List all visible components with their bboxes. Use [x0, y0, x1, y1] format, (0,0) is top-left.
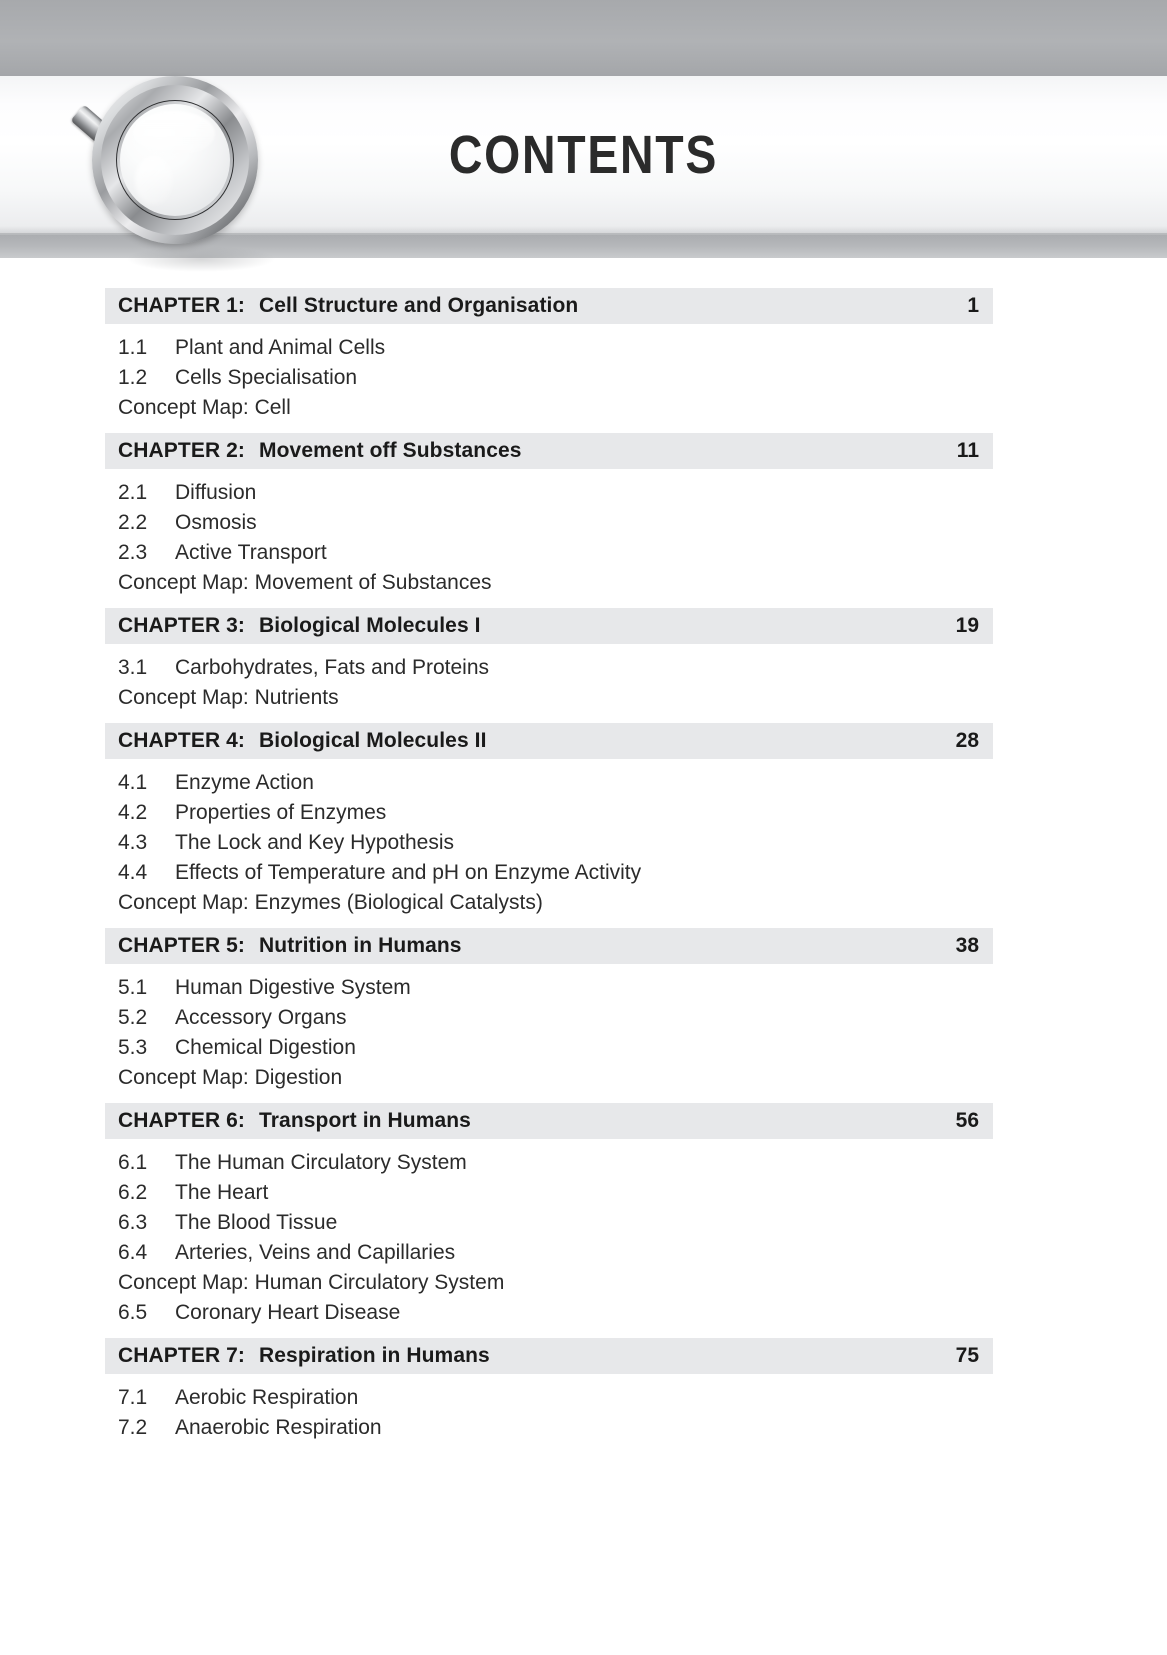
section-number: 4.3: [118, 831, 148, 854]
chapter-label: CHAPTER 2:: [118, 439, 246, 462]
section-number: 6.5: [118, 1301, 148, 1324]
chapter-bar[interactable]: [105, 608, 993, 644]
chapter-heading: [118, 1109, 471, 1133]
section-entry[interactable]: [118, 1238, 993, 1268]
section-number: 4.2: [118, 801, 148, 824]
chapter-heading: [118, 439, 522, 463]
chapter-title: Movement off Substances: [259, 439, 522, 462]
chapter-block: [105, 433, 993, 598]
section-title: Cells Specialisation: [175, 366, 358, 389]
section-entry[interactable]: [118, 828, 993, 858]
section-title: Coronary Heart Disease: [175, 1301, 401, 1324]
chapter-label: CHAPTER 5:: [118, 934, 246, 957]
concept-map-entry[interactable]: Concept Map: Movement of Substances: [118, 571, 492, 594]
section-entry[interactable]: [118, 1383, 993, 1413]
section-entry[interactable]: [118, 333, 993, 363]
section-title: Enzyme Action: [175, 771, 314, 794]
chapter-entry-list: [105, 469, 993, 598]
section-entry[interactable]: [118, 1413, 993, 1443]
chapter-label: CHAPTER 1:: [118, 294, 246, 317]
chapter-entry-list: [105, 1374, 993, 1443]
section-entry[interactable]: [118, 1148, 993, 1178]
section-entry[interactable]: [118, 1003, 993, 1033]
chapter-title: Cell Structure and Organisation: [259, 294, 579, 317]
chapter-bar[interactable]: [105, 433, 993, 469]
chapter-title: Nutrition in Humans: [259, 934, 462, 957]
section-number: 6.4: [118, 1241, 148, 1264]
concept-map-entry[interactable]: Concept Map: Enzymes (Biological Catalysts): [118, 891, 543, 914]
section-number: 6.1: [118, 1151, 148, 1174]
concept-map-entry[interactable]: Concept Map: Nutrients: [118, 686, 339, 709]
chapter-label: CHAPTER 7:: [118, 1344, 246, 1367]
section-number: 2.3: [118, 541, 148, 564]
section-number: 1.2: [118, 366, 148, 389]
section-title: Plant and Animal Cells: [175, 336, 386, 359]
chapter-page-number: 75: [955, 1344, 979, 1367]
page-header: [0, 0, 1167, 258]
chapter-entry-list: [105, 644, 993, 713]
section-entry[interactable]: [118, 798, 993, 828]
concept-map-entry[interactable]: Concept Map: Human Circulatory System: [118, 1271, 505, 1294]
section-title: Anaerobic Respiration: [175, 1416, 382, 1439]
section-title: Active Transport: [175, 541, 327, 564]
section-number: 6.3: [118, 1211, 148, 1234]
chapter-label: CHAPTER 4:: [118, 729, 246, 752]
chapter-title: Biological Molecules II: [259, 729, 487, 752]
section-number: 5.3: [118, 1036, 148, 1059]
section-title: Carbohydrates, Fats and Proteins: [175, 656, 489, 679]
section-number: 6.2: [118, 1181, 148, 1204]
chapter-block: [105, 1103, 993, 1328]
chapter-block: [105, 723, 993, 918]
chapter-block: [105, 288, 993, 423]
section-title: Accessory Organs: [175, 1006, 347, 1029]
chapter-label: CHAPTER 6:: [118, 1109, 246, 1132]
chapter-entry-list: [105, 759, 993, 918]
section-entry[interactable]: [118, 1033, 993, 1063]
section-title: Aerobic Respiration: [175, 1386, 359, 1409]
chapter-page-number: 38: [955, 934, 979, 957]
chapter-block: [105, 928, 993, 1093]
section-number: 2.2: [118, 511, 148, 534]
section-number: 5.1: [118, 976, 148, 999]
section-entry[interactable]: [118, 973, 993, 1003]
section-title: Diffusion: [175, 481, 257, 504]
section-number: 4.1: [118, 771, 148, 794]
chapter-bar[interactable]: [105, 1103, 993, 1139]
section-entry[interactable]: [118, 858, 993, 888]
chapter-block: [105, 1338, 993, 1443]
section-number: 1.1: [118, 336, 148, 359]
chapter-page-number: 19: [955, 614, 979, 637]
chapter-heading: [118, 1344, 490, 1368]
chapter-page-number: 56: [955, 1109, 979, 1132]
section-title: Chemical Digestion: [175, 1036, 356, 1059]
concept-map-entry[interactable]: Concept Map: Digestion: [118, 1066, 343, 1089]
chapter-heading: [118, 934, 462, 958]
section-title: Properties of Enzymes: [175, 801, 387, 824]
section-entry[interactable]: [118, 653, 993, 683]
section-title: Human Digestive System: [175, 976, 411, 999]
section-title: The Blood Tissue: [175, 1211, 338, 1234]
section-number: 7.1: [118, 1386, 148, 1409]
section-title: The Lock and Key Hypothesis: [175, 831, 454, 854]
chapter-entry-list: [105, 964, 993, 1093]
chapter-entry-list: [105, 1139, 993, 1328]
chapter-heading: [118, 614, 481, 638]
section-entry[interactable]: [118, 508, 993, 538]
concept-map-entry[interactable]: Concept Map: Cell: [118, 396, 291, 419]
chapter-heading: [118, 294, 578, 318]
section-entry[interactable]: [118, 1178, 993, 1208]
section-title: The Heart: [175, 1181, 269, 1204]
table-of-contents: [105, 288, 993, 1453]
section-title: Effects of Temperature and pH on Enzyme Activity: [175, 861, 642, 884]
chapter-page-number: 1: [967, 294, 979, 317]
chapter-page-number: 11: [956, 439, 979, 462]
section-entry[interactable]: [118, 478, 993, 508]
section-number: 4.4: [118, 861, 148, 884]
section-number: 3.1: [118, 656, 148, 679]
chapter-bar[interactable]: [105, 288, 993, 324]
chapter-heading: [118, 729, 487, 753]
chapter-entry-list: [105, 324, 993, 423]
chapter-bar[interactable]: [105, 928, 993, 964]
chapter-title: Respiration in Humans: [259, 1344, 490, 1367]
chapter-title: Biological Molecules I: [259, 614, 481, 637]
section-title: The Human Circulatory System: [175, 1151, 467, 1174]
chapter-label: CHAPTER 3:: [118, 614, 246, 637]
section-number: 5.2: [118, 1006, 148, 1029]
section-entry[interactable]: [118, 1298, 993, 1328]
section-entry[interactable]: [118, 538, 993, 568]
section-entry[interactable]: [118, 1208, 993, 1238]
section-entry[interactable]: [118, 768, 993, 798]
section-title: Osmosis: [175, 511, 257, 534]
section-number: 2.1: [118, 481, 148, 504]
magnifier-reflection: [126, 246, 276, 272]
chapter-title: Transport in Humans: [259, 1109, 471, 1132]
chapter-page-number: 28: [955, 729, 979, 752]
chapter-bar[interactable]: [105, 723, 993, 759]
chapter-bar[interactable]: [105, 1338, 993, 1374]
chapter-block: [105, 608, 993, 713]
page-title: CONTENTS: [448, 124, 719, 185]
section-title: Arteries, Veins and Capillaries: [175, 1241, 456, 1264]
section-number: 7.2: [118, 1416, 148, 1439]
section-entry[interactable]: [118, 363, 993, 393]
